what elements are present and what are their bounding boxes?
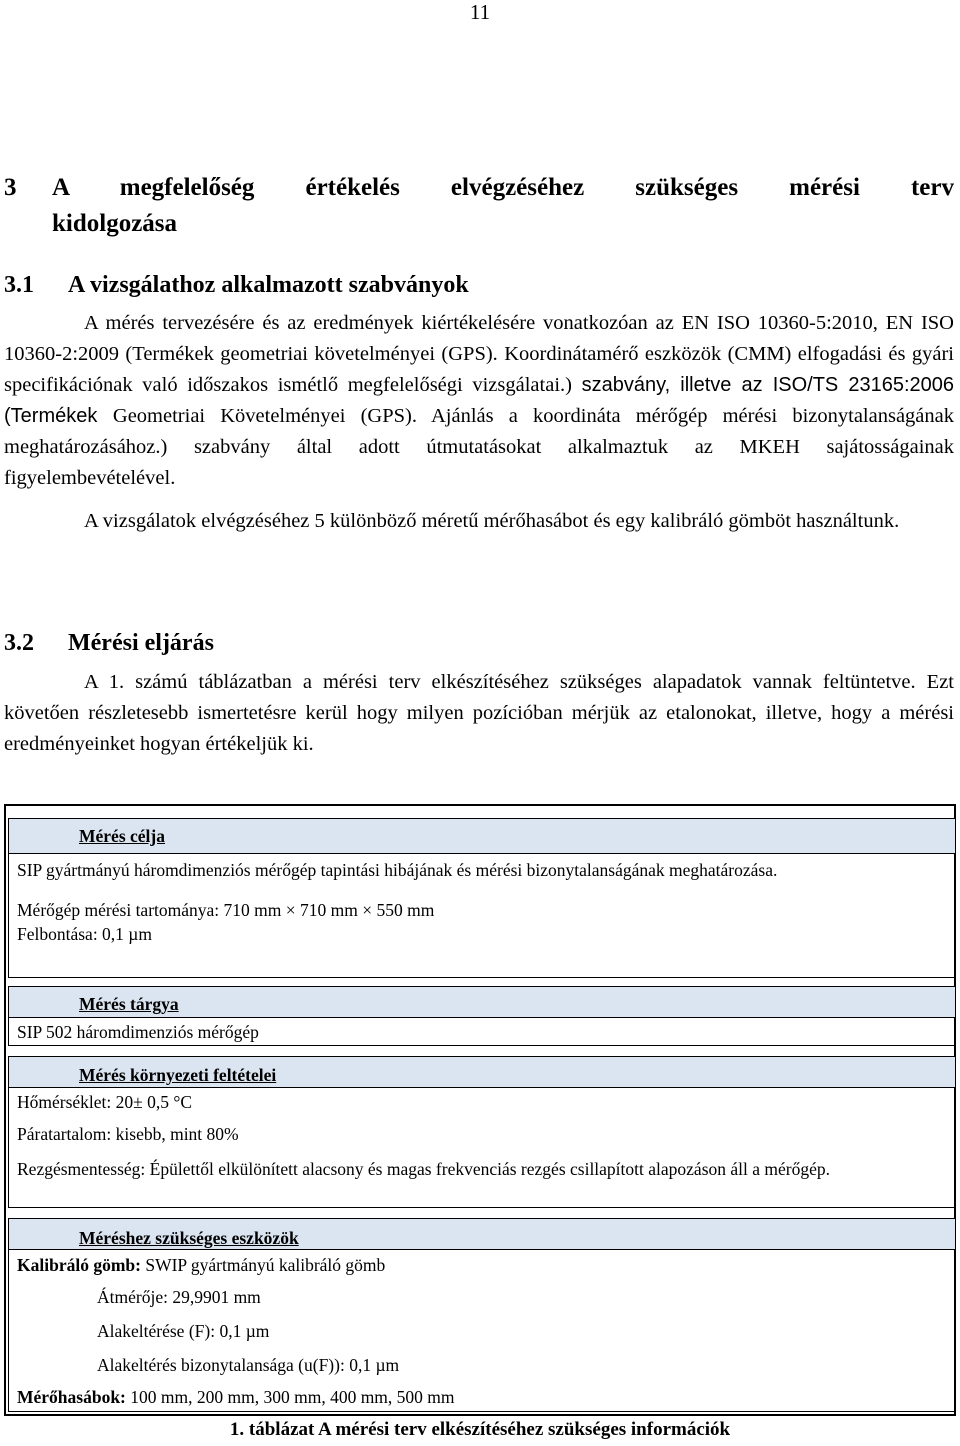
calibration-sphere: [17, 1250, 947, 1280]
blocks-label: Mérőhasábok:: [17, 1387, 126, 1407]
tools-header-text: Méréshez szükséges eszközök: [79, 1228, 299, 1248]
table-section-environment: [8, 1056, 956, 1208]
purpose-header: [9, 819, 955, 854]
humidity: Páratartalom: kisebb, mint 80%: [17, 1124, 239, 1144]
temperature: Hőmérséklet: 20± 0,5 °C: [17, 1092, 193, 1112]
resolution: Felbontása: 0,1 µm: [17, 924, 153, 944]
chapter-number: 3: [4, 174, 17, 201]
environment-header: [9, 1057, 955, 1088]
object-text: SIP 502 háromdimenziós mérőgép: [17, 1022, 259, 1042]
object-header-text: Mérés tárgya: [79, 994, 179, 1014]
section-3-2-body: [4, 667, 954, 760]
environment-header-text: Mérés környezeti feltételei: [79, 1065, 277, 1085]
section-3-2-number: 3.2: [4, 630, 34, 656]
table-caption: 1. táblázat A mérési terv elkészítéséhez szükséges információk: [229, 1419, 731, 1440]
sphere-form-uncertainty: Alakeltérés bizonytalansága (u(F)): 0,1 µm: [97, 1355, 400, 1375]
section-3-2-title: Mérési eljárás: [68, 630, 214, 656]
tools-paragraph: A vizsgálatok elvégzéséhez 5 különböző méretű mérőhasábot és egy kalibráló gömböt használtunk.: [84, 510, 900, 532]
measuring-range: Mérőgép mérési tartománya: 710 mm × 710 mm × 550 mm: [17, 900, 435, 920]
standards-text-3: Geometriai Követelményei (GPS).: [112, 405, 417, 427]
standards-text-2: szabvány, illetve az ISO/TS 23165:2006 (Termékek: [4, 374, 955, 427]
standards-text-1: A mérés tervezésére és az eredmények kiértékelésére vonatkozóan az EN ISO 10360-5:2010, EN ISO 10360-2:2009 (Termékek geometriai követelményei (GPS). Koordinátamérő eszközök (CMM) elfogadási és gyári specifikációnak való időszakos ismétlő megfelelőségi vizsgálatai.): [4, 312, 954, 396]
procedure-paragraph: A 1. számú táblázatban a mérési terv elkészítéséhez szükséges alapadatok vannak feltüntetve. Ezt követően részletesebb ismertetésre kerül hogy milyen pozícióban mérjük az etalonokat, illetve, hogy a mérési eredményeinket hogyan értékeljük ki.: [4, 671, 954, 755]
blocks-text: 100 mm, 200 mm, 300 mm, 400 mm, 500 mm: [125, 1387, 455, 1407]
standards-text-4: Ajánlás a koordináta mérőgép mérési bizonytalanságának meghatározásához.) szabvány által adott útmutatásokat alkalmaztuk az MKEH sajátosságainak figyelembevételével.: [4, 405, 954, 489]
purpose-text: SIP gyártmányú háromdimenziós mérőgép tapintási hibájának és mérési bizonytalanságának meghatározása.: [17, 860, 778, 880]
sphere-diameter: Átmérője: 29,9901 mm: [97, 1287, 261, 1307]
tools-header: [9, 1219, 955, 1250]
section-3-2-heading: [4, 628, 214, 658]
object-header: [9, 987, 955, 1018]
sphere-form-deviation: Alakeltérése (F): 0,1 µm: [97, 1321, 270, 1341]
table-section-object: [8, 986, 956, 1046]
table-section-tools: [8, 1218, 956, 1412]
section-3-1-number: 3.1: [4, 272, 34, 298]
standards-paragraph: [4, 308, 954, 494]
table-section-purpose: [8, 818, 956, 978]
section-3-1-title: A vizsgálathoz alkalmazott szabványok: [68, 272, 469, 298]
sphere-text: SWIP gyártmányú kalibráló gömb: [140, 1255, 386, 1275]
gauge-blocks: [17, 1382, 947, 1412]
sphere-label: Kalibráló gömb:: [17, 1255, 141, 1275]
purpose-header-text: Mérés célja: [79, 826, 165, 846]
page-number: 11: [469, 0, 491, 24]
vibration: Rezgésmentesség: Épülettől elkülönített alacsony és magas frekvenciás rezgés csillapított alapozáson áll a mérőgép.: [17, 1159, 830, 1179]
chapter-title-line2: kidolgozása: [52, 210, 178, 237]
section-3-1-heading: [4, 270, 469, 300]
section-3-1-body: [4, 308, 954, 537]
chapter-title-line1: A megfelelőség értékelés elvégzéséhez szükséges mérési terv: [52, 174, 954, 201]
chapter-heading: [4, 170, 954, 242]
